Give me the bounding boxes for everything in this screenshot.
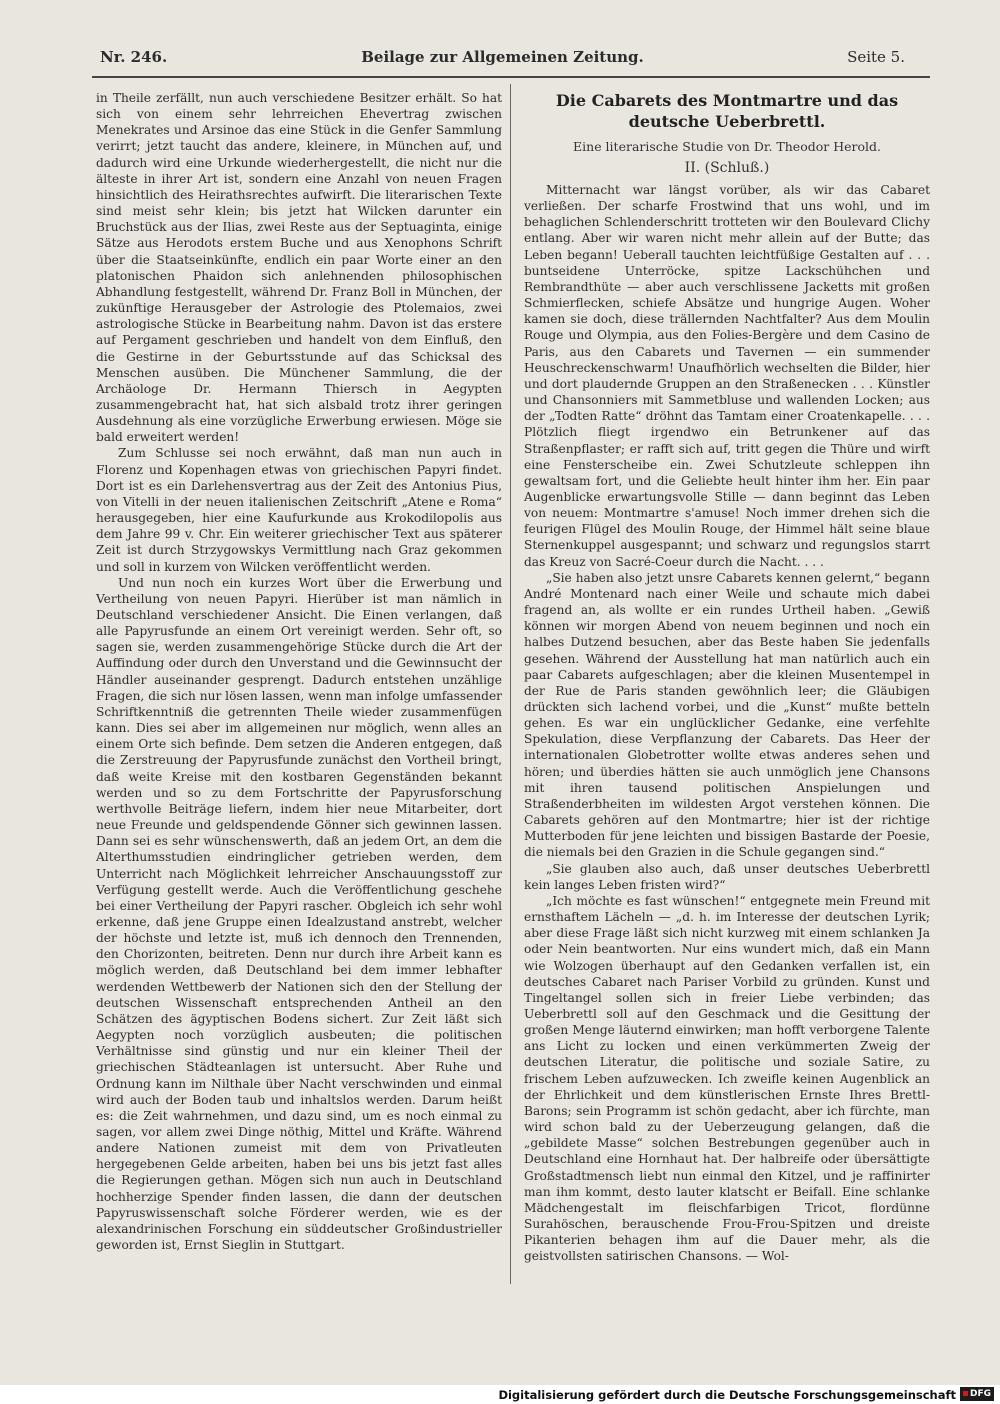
paragraph: „Sie glauben also auch, daß unser deutsches Ueberbrettl kein langes Leben fristen wird?“ [524,861,930,892]
paragraph: Mitternacht war längst vorüber, als wir das Cabaret verließen. Der scharfe Frostwind that uns wohl, und im behaglichen Schlenderschritt trotteten wir den Boulevard Clichy entlang. Aber wir waren nicht mehr allein auf der Butte; das Leben begann! Ueberall tauchten leichtfüßige Gestalten auf . . . buntseidene Unterröcke, spitze Lackschühchen und Rembrandthüte — aber auch verschlissene Jacketts mit großen Schmierflecken, schiefe Absätze und hungrige Augen. Woher kamen sie doch, diese trällernden Nachtfalter? Aus dem Moulin Rouge und Olympia, aus den Folies-Bergère und dem Casino de Paris, aus den Cabarets und Tavernen — ein summender Heuschreckenschwarm! Unaufhörlich wechselten die Bilder, hier und dort plaudernde Gruppen an den Straßenecken . . . Künstler und Chansonniers mit Sammetbluse und wallenden Locken; aus der „Todten Ratte“ dröhnt das Tamtam einer Croatenkapelle. . . . Plötzlich fliegt irgendwo ein Betrunkener auf das Straßenpflaster; er rafft sich auf, tritt gegen die Thüre und wirft eine Fensterscheibe ein. Zwei Schutzleute schleppen ihn gewaltsam fort, und die Geliebte heult hinter ihm her. Ein paar Augenblicke erwartungsvolle Stille — dann beginnt das Leben von neuem: Montmartre s'amuse! Noch immer drehen sich die feurigen Flügel des Moulin Rouge, der Himmel hält seine blaue Sternenkuppel ausgespannt; und schwarz und regungslos starrt das Kreuz von Sacré-Coeur durch die Nacht. . . . [524,183,930,569]
paragraph: Und nun noch ein kurzes Wort über die Erwerbung und Vertheilung von neuen Papyri. Hierüber ist man nämlich in Deutschland verschiedener Ansicht. Die Einen verlangen, daß alle Papyrusfunde an einem Ort vereinigt werden. Sehr oft, so sagen sie, werden zusammengehörige Stücke durch die Art der Auffindung oder durch den Unverstand und die Gewinnsucht der Händler auseinander gesprengt. Dadurch entstehen unzählige Fragen, die sich nur lösen lassen, wenn man infolge umfassender Schriftkenntniß die getrennten Theile wieder zusammenfügen kann. Dies sei aber im allgemeinen nur möglich, wenn alles an einem Orte sich befinde. Dem setzen die Anderen entgegen, daß die Zerstreuung der Papyrusfunde zunächst den Vortheil bringt, daß weite Kreise mit den kostbaren Gegenständen bekannt werden und so zu dem Fortschritte der Papyrusforschung werthvolle Beiträge liefern, indem hier neue Mitarbeiter, dort neue Freunde und geldspendende Gönner sich gewinnen lassen. Dann sei es sehr wünschenswerth, daß an jedem Ort, an dem die Alterthumsstudien eindringlicher getrieben werden, dem Unterricht nach Möglichkeit lehrreicher Anschauungsstoff zur Verfügung gestellt werde. Auch die Veröffentlichung geschehe bei einer Vertheilung der Papyri rascher. Obgleich ich sehr wohl erkenne, daß jene Gruppe einen Idealzustand anstrebt, welcher der höchste und letzte ist, muß ich dennoch den Trennenden, den Chorizonten, beitreten. Denn nur durch ihre Arbeit kann es möglich werden, daß Deutschland bei dem immer lebhafter werdenden Wettbewerb der Nationen sich den der Stellung der deutschen Wissenschaft entsprechenden Antheil an den Schätzen des ägyptischen Bodens sichert. Zur Zeit läßt sich Aegypten noch vorzüglich ausbeuten; die politischen Verhältnisse sind günstig und nur ein kleiner Theil der griechischen Städteanlagen ist untersucht. Aber Ruhe und Ordnung kann im Nilthale über Nacht verschwinden und einmal wird auch der Boden taub und inhaltslos werden. Darum heißt es: die Zeit wahrnehmen, und dazu sind, um es noch einmal zu sagen, vor allem zwei Dinge nöthig, Mittel und Kräfte. Während andere Nationen zumeist mit dem von Privatleuten hergegebenen Gelde arbeiten, haben bei uns bis jetzt fast alles die Regierungen gethan. Mögen sich nun auch in Deutschland hochherzige Spender finden lassen, die dann der deutschen Papyruswissenschaft solche Förderer werden, wie es der alexandrinischen Forschung ein süddeutscher Großindustrieller geworden ist, Ernst Sieglin in Stuttgart. [96,575,502,1253]
article-subtitle: Eine literarische Studie von Dr. Theodor Herold. [573,139,881,154]
dfg-logo [960,1387,994,1401]
article-title: Die Cabarets des Montmartre und das deutsche Ueberbrettl. [555,91,899,131]
page-number: Seite 5. [847,48,905,66]
supplement-title: Beilage zur Allgemeinen Zeitung. [361,48,644,66]
right-column [524,90,930,1264]
issue-number: Nr. 246. [100,48,168,66]
left-column [96,90,502,1253]
logo-text: DFG [969,1389,991,1399]
footer-bar [0,1385,1000,1404]
paragraph: in Theile zerfällt, nun auch verschiedene Besitzer erhält. So hat sich von einem sehr lehrreichen Ehevertrag zwischen Menekrates und Arsinoe das eine Stück in die Genfer Sammlung verirrt; jetzt taucht das andere, kleinere, in München auf, und dadurch wird eine Urkunde wiederhergestellt, die nicht nur die älteste in ihrer Art ist, sondern eine Anzahl von neuen Fragen hinsichtlich des Heirathsrechtes aufwirft. Die literarischen Texte sind meist sehr klein; bis jetzt hat Wilcken darunter ein Bruchstück aus der Ilias, zwei Reste aus der Septuaginta, einige Sätze aus Herodots erstem Buche und aus Xenophons Schrift über die Staatseinkünfte, endlich ein paar Worte einer an den platonischen Phaidon sich anlehnenden philosophischen Abhandlung festgestellt, während Dr. Franz Boll in München, der zukünftige Herausgeber der Astrologie des Ptolemaios, zwei astrologische Stücke in Bearbeitung nahm. Davon ist das erstere auf Pergament geschrieben und handelt von dem Einfluß, den die Gestirne in der Geburtsstunde auf das Schicksal des Menschen ausüben. Die Münchener Sammlung, die der Archäologe Dr. Hermann Thiersch in Aegypten zusammengebracht hat, hat sich alsbald trotz ihrer geringen Ausdehnung als eine vorzügliche Erwerbung erwiesen. Möge sie bald erweitert werden! [96,91,502,445]
page-header [100,44,905,72]
paragraph: „Ich möchte es fast wünschen!“ entgegnete mein Freund mit ernsthaftem Lächeln — „d. h. im Interesse der deutschen Lyrik; aber diese Frage läßt sich nicht kurzweg mit einem schlanken Ja oder Nein beantworten. Nur eins wundert mich, daß ein Mann wie Wolzogen überhaupt auf den Gedanken verfallen ist, ein deutsches Cabaret nach Pariser Vorbild zu gründen. Kunst und Tingeltangel sollen sich in freier Liebe verbinden; das Ueberbrettl soll auf den Geschmack und die Gesittung der großen Menge läuternd einwirken; man hofft verborgene Talente ans Licht zu locken und einen verkümmerten Zweig der deutschen Literatur, die politische und soziale Satire, zu frischem Leben aufzuwecken. Ich zweifle keinen Augenblick an der Ehrlichkeit und dem künstlerischen Ernste Ihres Brettl-Barons; sein Programm ist schön gedacht, aber ich fürchte, man wird schon bald zu der Ueberzeugung gelangen, daß die „gebildete Masse“ solchen Bestrebungen gegenüber auch in Deutschland eine Hornhaut hat. Der halbreife oder übersättigte Großstadtmensch liebt nun einmal den Kitzel, und je raffinirter man ihm kommt, desto lauter klatscht er Beifall. Eine schlanke Mädchengestalt im fleischfarbigen Tricot, flordünne Surahöschen, berauschende Frou-Frou-Spitzen und dreiste Pikanterien behagen ihm auf die Dauer mehr, als die geistvollsten satirischen Chansons. — Wol- [524,893,930,1264]
dfg-credit: Digitalisierung gefördert durch die Deutsche Forschungsgemeinschaft [498,1388,956,1402]
logo-mark-icon [963,1391,968,1396]
article-part: II. (Schluß.) [684,160,770,176]
column-divider [510,84,511,1284]
header-rule [92,76,930,78]
paragraph: Zum Schlusse sei noch erwähnt, daß man nun auch in Florenz und Kopenhagen etwas von griechischen Papyri findet. Dort ist es ein Darlehensvertrag aus der Zeit des Antonius Pius, von Vitelli in der neuen italienischen Zeitschrift „Atene e Roma“ herausgegeben, hier eine Kaufurkunde aus Krokodilopolis aus dem Jahre 99 v. Chr. Ein weiterer griechischer Text aus späterer Zeit ist durch Strzygowskys Vermittlung nach Graz gekommen und soll in kurzem von Wilcken veröffentlicht werden. [96,446,502,574]
paragraph: „Sie haben also jetzt unsre Cabarets kennen gelernt,“ begann André Montenard nach einer Weile und schaute mich dabei fragend an, als wollte er ein rundes Urtheil haben. „Gewiß können wir morgen Abend von neuem beginnen und noch ein halbes Dutzend besuchen, aber das Beste haben Sie jedenfalls gesehen. Während der Ausstellung hat man natürlich auch ein paar Cabarets aufgeschlagen; aber die kleinen Musentempel in der Rue de Paris standen gewöhnlich leer; die Gläubigen drückten sich lachend vorbei, und die „Kunst“ mußte betteln gehen. Es war ein unglücklicher Gedanke, eine verfehlte Spekulation, diese Verpflanzung der Cabarets. Das Heer der internationalen Globetrotter wollte etwas anderes sehen und hören; und überdies hätten sie auch unmöglich jene Chansons mit ihren tausend politischen Anspielungen und Straßenderbheiten im wildesten Argot verstehen können. Die Cabarets gehören auf den Montmartre; hier ist der richtige Mutterboden für jene leichten und bissigen Bastarde der Poesie, die niemals bei den Grazien in die Schule gegangen sind.“ [524,570,930,860]
